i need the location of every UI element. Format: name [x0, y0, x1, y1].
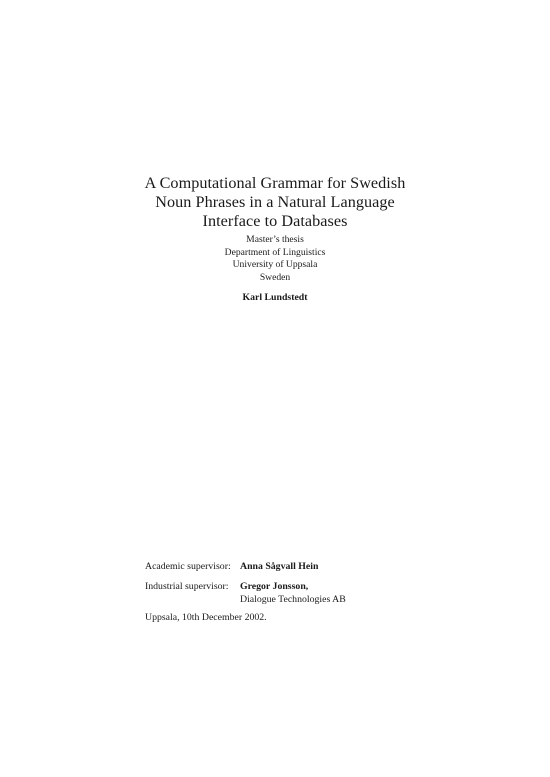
degree-type: Master’s thesis	[246, 234, 304, 245]
academic-supervisor-label: Academic supervisor:	[145, 561, 231, 572]
thesis-meta	[0, 234, 550, 284]
thesis-title	[0, 174, 550, 231]
country: Sweden	[259, 271, 291, 283]
industrial-supervisor-row	[145, 580, 346, 606]
place-and-date: Uppsala, 10th December 2002.	[145, 612, 267, 623]
academic-supervisor-name: Anna Sågvall Hein	[240, 561, 319, 572]
industrial-supervisor-affiliation: Dialogue Technologies AB	[240, 594, 346, 605]
industrial-supervisor-name: Gregor Jonsson,	[240, 581, 309, 592]
industrial-supervisor-label: Industrial supervisor:	[145, 581, 229, 592]
title-line-3: Interface to Databases	[202, 212, 348, 230]
title-line-1: A Computational Grammar for Swedish	[144, 174, 406, 192]
academic-supervisor-row	[145, 560, 318, 573]
department: Department of Linguistics	[224, 246, 326, 258]
university: University of Uppsala	[232, 259, 318, 270]
title-line-2: Noun Phrases in a Natural Language	[155, 193, 395, 211]
author-name: Karl Lundstedt	[242, 292, 308, 303]
